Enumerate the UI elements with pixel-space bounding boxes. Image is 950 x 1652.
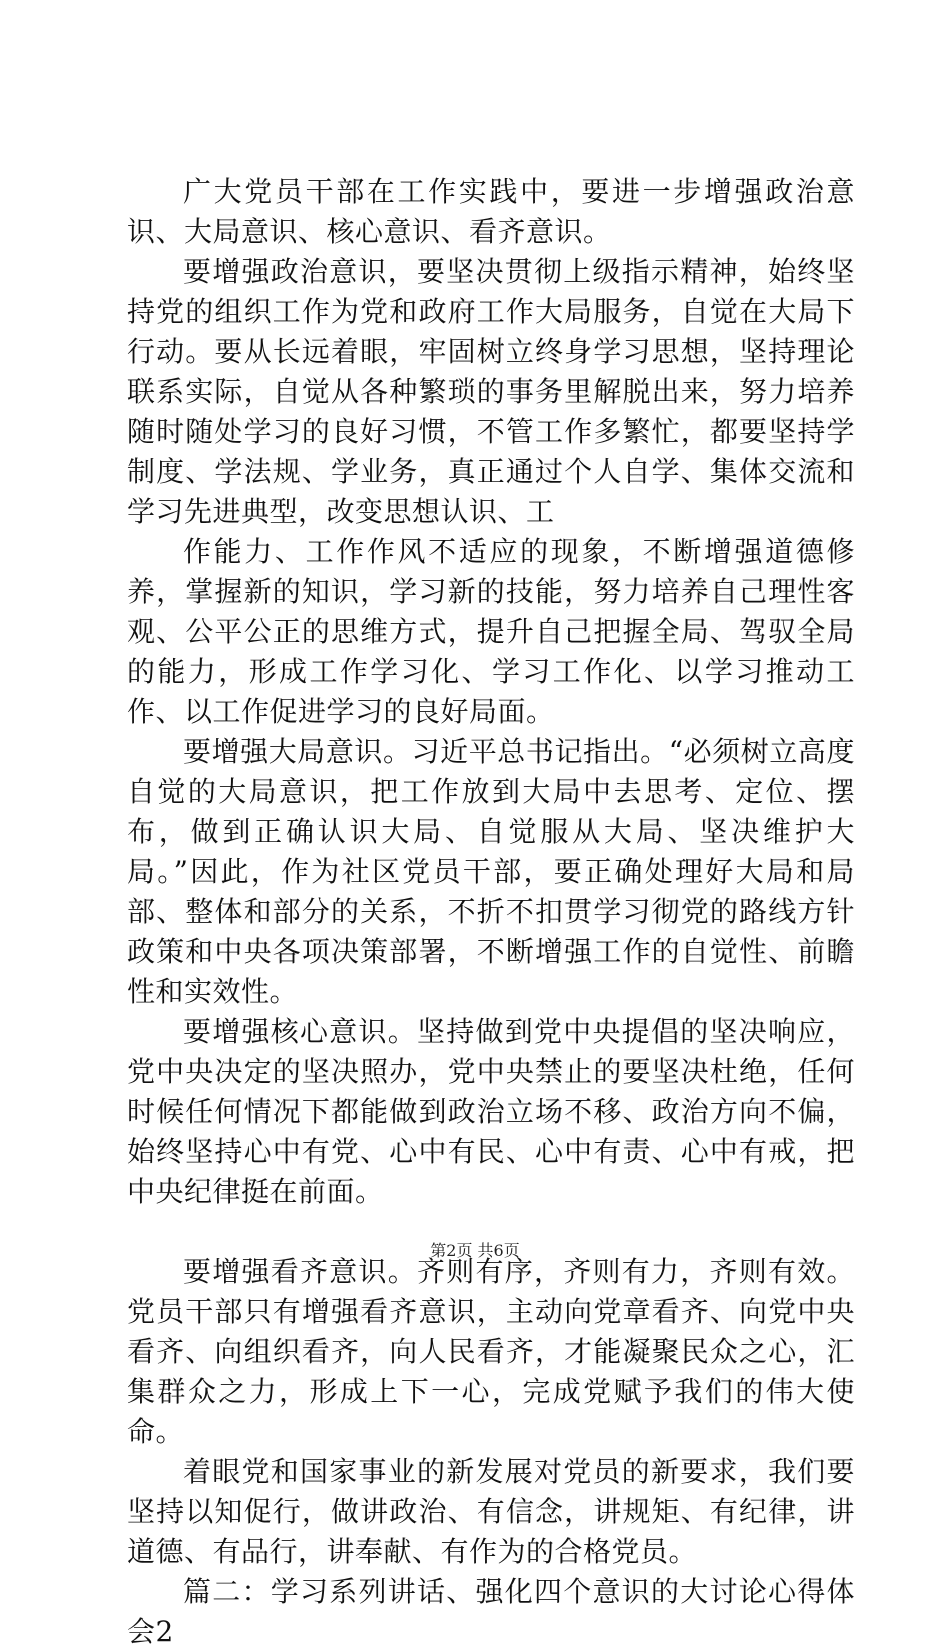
paragraph-alignment-awareness: 要增强看齐意识。齐则有序，齐则有力，齐则有效。党员干部只有增强看齐意识，主动向党章看齐、向党中央看齐、向组织看齐，向人民看齐，才能凝聚民众之心，汇集群众之力，形成上下一心，完成党赋予我们的伟大使命。	[127, 1255, 855, 1448]
section-heading-part-two: 篇二：学习系列讲话、强化四个意识的大讨论心得体会2	[127, 1575, 855, 1648]
paragraph-intro: 广大党员干部在工作实践中，要进一步增强政治意识、大局意识、核心意识、看齐意识。	[127, 175, 855, 248]
paragraph-political-awareness-continued: 作能力、工作作风不适应的现象，不断增强道德修养，掌握新的知识，学习新的技能，努力培养自己理性客观、公平公正的思维方式，提升自己把握全局、驾驭全局的能力，形成工作学习化、学习工作化、以学习推动工作、以工作促进学习的良好局面。	[127, 535, 855, 728]
document-body	[127, 172, 855, 1652]
paragraph-conclusion: 着眼党和国家事业的新发展对党员的新要求，我们要坚持以知促行，做讲政治、有信念，讲规矩、有纪律，讲道德、有品行，讲奉献、有作为的合格党员。	[127, 1455, 855, 1568]
paragraph-political-awareness: 要增强政治意识，要坚决贯彻上级指示精神，始终坚持党的组织工作为党和政府工作大局服务，自觉在大局下行动。要从长远着眼，牢固树立终身学习思想，坚持理论联系实际，自觉从各种繁琐的事务里解脱出来，努力培养随时随处学习的良好习惯，不管工作多繁忙，都要坚持学制度、学法规、学业务，真正通过个人自学、集体交流和学习先进典型，改变思想认识、工	[127, 255, 855, 528]
paragraph-overall-awareness: 要增强大局意识。习近平总书记指出。“必须树立高度自觉的大局意识，把工作放到大局中去思考、定位、摆布，做到正确认识大局、自觉服从大局、坚决维护大局。”因此，作为社区党员干部，要正确处理好大局和局部、整体和部分的关系，不折不扣贯学习彻党的路线方针政策和中央各项决策部署，不断增强工作的自觉性、前瞻性和实效性。	[127, 735, 855, 1008]
paragraph-core-awareness: 要增强核心意识。坚持做到党中央提倡的坚决响应，党中央决定的坚决照办，党中央禁止的要坚决杜绝，任何时候任何情况下都能做到政治立场不移、政治方向不偏，始终坚持心中有党、心中有民、心中有责、心中有戒，把中央纪律挺在前面。	[127, 1015, 855, 1208]
page-number-footer: 第2页 共6页	[430, 1241, 520, 1260]
